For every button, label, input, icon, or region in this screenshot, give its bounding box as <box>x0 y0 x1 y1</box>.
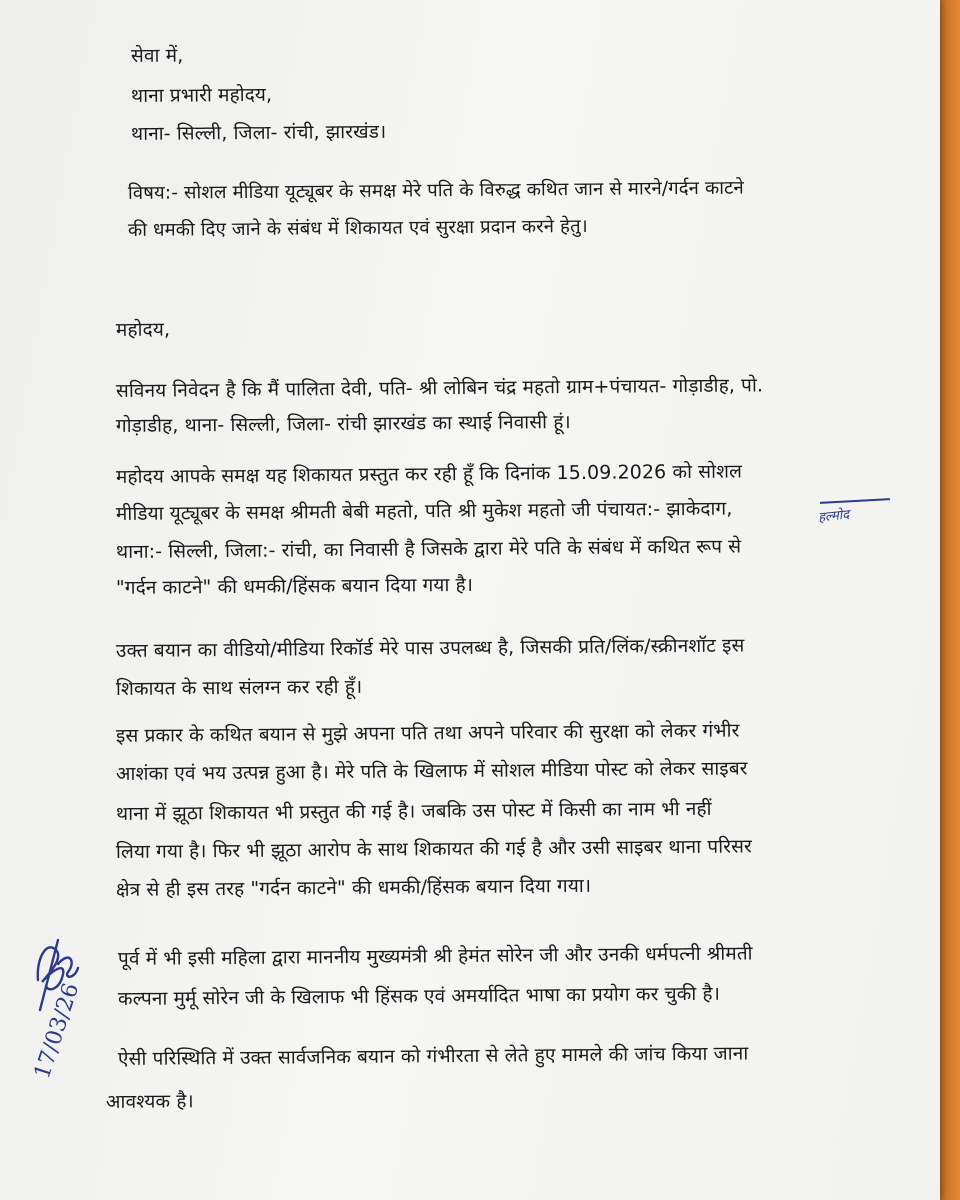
paragraph-line: थाना में झूठा शिकायत भी प्रस्तुत की गई है। जबकि उस पोस्ट में किसी का नाम भी नहीं <box>115 797 712 825</box>
subject-line: विषय:- सोशल मीडिया यूट्यूबर के समक्ष मेरे पति के विरुद्ध कथित जान से मारने/गर्दन काटने <box>127 177 744 204</box>
paragraph-line: "गर्दन काटने" की धमकी/हिंसक बयान दिया गया है। <box>115 573 474 599</box>
paragraph-line: मीडिया यूट्यूबर के समक्ष श्रीमती बेबी महतो, पति श्री मुकेश महतो जी पंचायत:- झाकेदाग, <box>115 497 733 525</box>
paragraph-line: महोदय आपके समक्ष यह शिकायत प्रस्तुत कर रही हूँ कि दिनांक 15.09.2026 को सोशल <box>115 460 743 488</box>
paragraph-line: उक्त बयान का वीडियो/मीडिया रिकॉर्ड मेरे पास उपलब्ध है, जिसकी प्रति/लिंक/स्क्रीनशॉट इस <box>115 634 745 662</box>
paragraph-line: थाना:- सिल्ली, जिला:- रांची, का निवासी है जिसके द्वारा मेरे पति के संबंध में कथित रूप से <box>115 535 742 563</box>
paragraph-line: आवश्यक है। <box>105 1090 194 1113</box>
strikethrough-mark <box>820 498 890 504</box>
paragraph-line: पूर्व में भी इसी महिला द्वारा माननीय मुख्यमंत्री श्री हेमंत सोरेन जी और उनकी धर्मपत्नी श्रीमती <box>117 942 753 970</box>
paragraph-line: गोड़ाडीह, थाना- सिल्ली, जिला- रांची झारखंड का स्थाई निवासी हूं। <box>115 411 571 437</box>
address-line: थाना- सिल्ली, जिला- रांची, झारखंड। <box>130 120 387 145</box>
handwritten-correction: हल्मोद <box>817 507 850 526</box>
paragraph-line: कल्पना मुर्मू सोरेन जी के खिलाफ भी हिंसक एवं अमर्यादित भाषा का प्रयोग कर चुकी है। <box>117 982 721 1010</box>
paragraph-line: इस प्रकार के कथित बयान से मुझे अपना पति तथा अपने परिवार की सुरक्षा को लेकर गंभीर <box>115 719 740 747</box>
paragraph-line: ऐसी परिस्थिति में उक्त सार्वजनिक बयान को गंभीरता से लेते हुए मामले की जांच किया जाना <box>117 1042 749 1070</box>
paragraph-line: क्षेत्र से ही इस तरह "गर्दन काटने" की धमकी/हिंसक बयान दिया गया। <box>115 874 592 901</box>
salutation: महोदय, <box>115 318 171 341</box>
subject-line: की धमकी दिए जाने के संबंध में शिकायत एवं सुरक्षा प्रदान करने हेतु। <box>127 215 588 241</box>
handwritten-signature <box>18 920 128 1090</box>
address-line: थाना प्रभारी महोदय, <box>130 83 273 107</box>
signature-date: 17/03/26 <box>29 980 85 1082</box>
paragraph-line: शिकायत के साथ संलग्न कर रही हूँ। <box>115 675 363 700</box>
paragraph-line: सविनय निवेदन है कि मैं पालिता देवी, पति- श्री लोबिन चंद्र महतो ग्राम+पंचायत- गोड़ाडीह, पो. <box>115 374 764 402</box>
paragraph-line: लिया गया है। फिर भी झूठा आरोप के साथ शिकायत की गई है और उसी साइबर थाना परिसर <box>115 835 752 863</box>
paragraph-line: आशंका एवं भय उत्पन्न हुआ है। मेरे पति के खिलाफ में सोशल मीडिया पोस्ट को लेकर साइबर <box>115 757 748 785</box>
address-line: सेवा में, <box>130 44 184 67</box>
